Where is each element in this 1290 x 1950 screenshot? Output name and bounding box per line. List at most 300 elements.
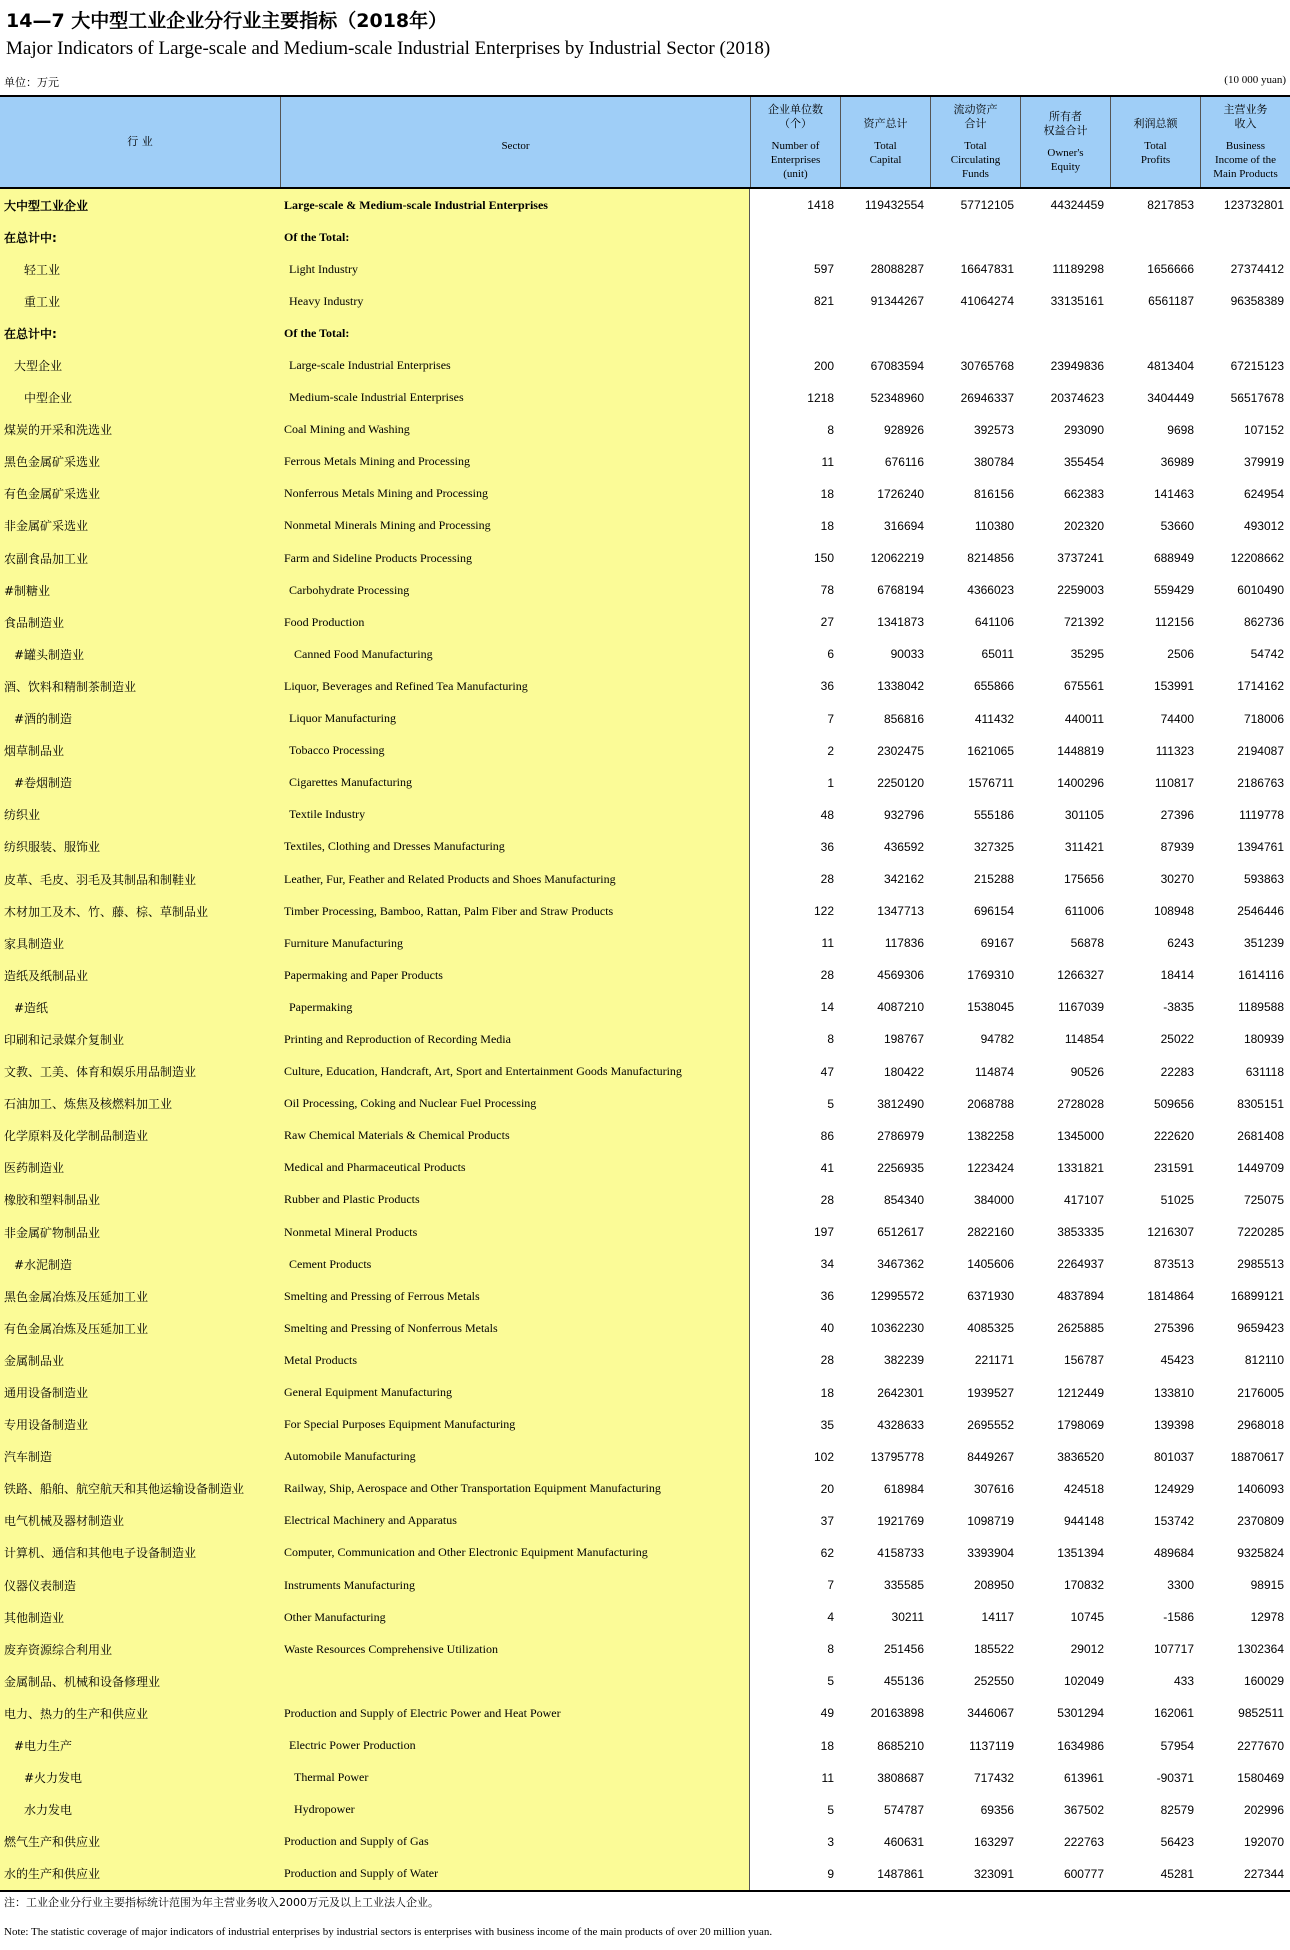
value-cell: 1218 [807,390,834,405]
value-cell: 150 [813,551,834,566]
sector-name-en: Ferrous Metals Mining and Processing [280,446,750,478]
table-row [0,638,1290,670]
sector-name-cn: 大型企业 [0,349,280,381]
value-cell: 688949 [1153,551,1194,566]
value-cell: 4569306 [877,968,924,983]
table-row [0,478,1290,510]
value-cell: 5 [827,1096,834,1111]
sector-name-en [280,1665,750,1697]
sector-name-cn: 纺织服装、服饰业 [0,831,280,863]
value-cell: 725075 [1243,1192,1284,1207]
table-row [0,1152,1290,1184]
sector-name-en: Production and Supply of Gas [280,1826,750,1858]
table-row [0,1216,1290,1248]
value-cell: 928926 [883,422,924,437]
value-cell: 22283 [1160,1064,1194,1079]
value-cell: 36989 [1160,454,1194,469]
value-cell: 1331821 [1057,1160,1104,1175]
value-cell: 600777 [1063,1866,1104,1881]
value-cell: 1216307 [1147,1225,1194,1240]
value-cell: 460631 [883,1834,924,1849]
value-cell: 2695552 [967,1417,1014,1432]
value-cell: 36 [820,679,834,694]
value-cell: 6768194 [877,583,924,598]
table-row [0,767,1290,799]
sector-name-en: Large-scale & Medium-scale Industrial Enterprises [280,189,750,221]
value-cell: 6 [827,647,834,662]
table-body [0,189,1290,1892]
value-cell: 69356 [980,1802,1014,1817]
value-cell: 25022 [1160,1032,1194,1047]
table-row [0,1601,1290,1633]
value-cell: 574787 [883,1802,924,1817]
value-cell: 202996 [1243,1802,1284,1817]
value-cell: 8305151 [1237,1096,1284,1111]
value-cell: 202320 [1063,518,1104,533]
table-row [0,703,1290,735]
column-header-cn: 所有者 权益合计 [1043,110,1088,137]
value-cell: 6371930 [967,1289,1014,1304]
table-row [0,189,1290,221]
value-cell: 4328633 [877,1417,924,1432]
value-cell: 6512617 [877,1225,924,1240]
sector-name-en: Electric Power Production [280,1730,750,1762]
sector-name-en: Nonmetal Mineral Products [280,1216,750,1248]
sector-name-en: For Special Purposes Equipment Manufacturing [280,1409,750,1441]
value-cell: 252550 [973,1674,1014,1689]
value-cell: 873513 [1153,1257,1194,1272]
value-cell: 231591 [1153,1160,1194,1175]
value-cell: 1406093 [1237,1481,1284,1496]
value-cell: 56423 [1160,1834,1194,1849]
value-cell: 1212449 [1057,1385,1104,1400]
table-bottom-rule [0,1890,1290,1892]
value-cell: 3853335 [1057,1225,1104,1240]
value-cell: 36 [820,1289,834,1304]
value-cell: 2277670 [1237,1738,1284,1753]
table-row [0,317,1290,349]
table-row [0,1409,1290,1441]
value-cell: 624954 [1243,486,1284,501]
sector-name-en: Smelting and Pressing of Ferrous Metals [280,1280,750,1312]
value-cell: 36 [820,839,834,854]
value-cell: 197 [813,1225,834,1240]
sector-name-cn: #卷烟制造 [0,767,280,799]
value-cell: 1266327 [1057,968,1104,983]
table-row [0,1730,1290,1762]
value-cell: 222620 [1153,1128,1194,1143]
value-cell: 4366023 [967,583,1014,598]
value-cell: 62 [820,1545,834,1560]
table-row [0,927,1290,959]
value-cell: 57712105 [960,198,1014,213]
value-cell: 108948 [1153,904,1194,919]
value-cell: 8 [827,422,834,437]
column-header [750,97,840,187]
sector-name-en: Carbohydrate Processing [280,574,750,606]
table-row [0,1184,1290,1216]
value-cell: 20 [820,1481,834,1496]
value-cell: 8 [827,1642,834,1657]
value-cell: 379919 [1243,454,1284,469]
sector-name-cn: 在总计中: [0,221,280,253]
value-cell: 51025 [1160,1192,1194,1207]
value-cell: 9659423 [1237,1321,1284,1336]
footnote-cn: 注：工业企业分行业主要指标统计范围为年主营业务收入2000万元及以上工业法人企业。 [4,1896,439,1909]
value-cell: 20163898 [870,1706,924,1721]
sector-name-cn: 造纸及纸制品业 [0,959,280,991]
value-cell: 124929 [1153,1481,1194,1496]
sector-name-cn: 文教、工美、体育和娱乐用品制造业 [0,1056,280,1088]
value-cell: 854340 [883,1192,924,1207]
value-cell: 641106 [974,615,1014,630]
value-cell: 1405606 [967,1257,1014,1272]
sector-name-cn: 专用设备制造业 [0,1409,280,1441]
value-cell: 316694 [883,518,924,533]
sector-name-cn: 大中型工业企业 [0,189,280,221]
value-cell: 311421 [1064,839,1104,854]
sector-name-en: Tobacco Processing [280,735,750,767]
value-cell: 717432 [973,1770,1014,1785]
value-cell: 631118 [1245,1064,1284,1079]
value-cell: 123732801 [1223,198,1284,213]
value-cell: 1302364 [1237,1642,1284,1657]
sector-name-en: Of the Total: [280,221,750,253]
column-header [1020,97,1110,187]
value-cell: 821 [813,294,834,309]
value-cell: 12062219 [870,551,924,566]
value-cell: 424518 [1063,1481,1104,1496]
value-cell: 215288 [973,872,1014,887]
value-cell: 9698 [1167,422,1194,437]
value-cell: 30211 [891,1610,924,1625]
value-cell: 293090 [1063,422,1104,437]
value-cell: 6243 [1167,936,1194,951]
value-cell: 1394761 [1237,839,1284,854]
value-cell: 69167 [980,936,1014,951]
value-cell: 28 [820,872,834,887]
sector-name-cn: 煤炭的开采和洗选业 [0,414,280,446]
value-cell: 2625885 [1057,1321,1104,1336]
page-title-en: Major Indicators of Large-scale and Medium-scale Industrial Enterprises by Industrial Sector (2018) [6,38,771,59]
value-cell: -90371 [1156,1770,1194,1785]
table-row [0,1441,1290,1473]
value-cell: 1098719 [967,1513,1014,1528]
column-header-cn: 利润总额 [1133,117,1178,130]
sector-name-en: Medical and Pharmaceutical Products [280,1152,750,1184]
sector-name-en: Leather, Fur, Feather and Related Products and Shoes Manufacturing [280,863,750,895]
value-cell: 8 [827,1032,834,1047]
column-header-en: Business Income of the Main Products [1213,140,1278,180]
value-cell: 2728028 [1057,1096,1104,1111]
sector-name-en: Smelting and Pressing of Nonferrous Metals [280,1312,750,1344]
column-header-en: Number of Enterprises (unit) [770,140,821,180]
value-cell: 2681408 [1237,1128,1284,1143]
value-cell: 1726240 [877,486,924,501]
value-cell: 110817 [1154,775,1194,790]
value-cell: 52348960 [870,390,924,405]
sector-name-en: Computer, Communication and Other Electronic Equipment Manufacturing [280,1537,750,1569]
value-cell: 7220285 [1237,1225,1284,1240]
sector-name-en: Rubber and Plastic Products [280,1184,750,1216]
value-cell: 49 [820,1706,834,1721]
value-cell: 2 [827,743,834,758]
value-cell: 4085325 [967,1321,1014,1336]
value-cell: 16647831 [960,262,1014,277]
sector-name-en: Medium-scale Industrial Enterprises [280,382,750,414]
sector-name-en: Hydropower [280,1794,750,1826]
column-header [280,97,750,187]
value-cell: 163297 [973,1834,1014,1849]
value-cell: 180422 [883,1064,924,1079]
sector-name-en: Canned Food Manufacturing [280,638,750,670]
table-row [0,1376,1290,1408]
table-row [0,1088,1290,1120]
value-cell: 28 [820,1192,834,1207]
table-row [0,1665,1290,1697]
value-cell: 455136 [883,1674,924,1689]
value-cell: 1189588 [1238,1000,1284,1015]
value-cell: 54742 [1250,647,1284,662]
value-cell: 1769310 [967,968,1014,983]
value-cell: 675561 [1063,679,1104,694]
page-title-cn: 14—7 大中型工业企业分行业主要指标（2018年） [6,10,448,32]
value-cell: 16899121 [1230,1289,1284,1304]
value-cell: 180939 [1243,1032,1284,1047]
value-cell: 1418 [807,198,834,213]
sector-name-cn: 农副食品加工业 [0,542,280,574]
value-cell: 3446067 [967,1706,1014,1721]
table-row [0,253,1290,285]
table-row [0,1120,1290,1152]
value-cell: 611006 [1064,904,1104,919]
value-cell: 1714162 [1237,679,1284,694]
sector-name-cn: 非金属矿物制品业 [0,1216,280,1248]
sector-name-cn: 其他制造业 [0,1601,280,1633]
value-cell: 2256935 [877,1160,924,1175]
value-cell: 35 [820,1417,834,1432]
value-cell: 7 [827,711,834,726]
table-row [0,1794,1290,1826]
value-cell: 29012 [1070,1642,1104,1657]
value-cell: 11 [821,1770,834,1785]
value-cell: 613961 [1063,1770,1104,1785]
value-cell: 8217853 [1147,198,1194,213]
table-row [0,1826,1290,1858]
sector-name-en: Liquor Manufacturing [280,703,750,735]
sector-name-en: Production and Supply of Electric Power and Heat Power [280,1697,750,1729]
value-cell: 2259003 [1057,583,1104,598]
column-header-en: Total Circulating Funds [950,140,1001,180]
column-header [0,97,280,187]
sector-name-cn: 非金属矿采选业 [0,510,280,542]
value-cell: 2822160 [967,1225,1014,1240]
value-cell: 53660 [1160,518,1194,533]
sector-name-cn: 水的生产和供应业 [0,1858,280,1890]
value-cell: 114874 [974,1064,1014,1079]
table-row [0,349,1290,381]
value-cell: 133810 [1153,1385,1194,1400]
value-cell: 153991 [1153,679,1194,694]
sector-name-cn: #酒的制造 [0,703,280,735]
sector-name-cn: 计算机、通信和其他电子设备制造业 [0,1537,280,1569]
sector-name-cn: 金属制品、机械和设备修理业 [0,1665,280,1697]
value-cell: 67083594 [870,358,924,373]
sector-name-cn: #电力生产 [0,1730,280,1762]
column-header-cn: 主营业务 收入 [1223,103,1268,130]
value-cell: 676116 [884,454,924,469]
value-cell: 4087210 [877,1000,924,1015]
value-cell: 251456 [883,1642,924,1657]
sector-name-en: Cigarettes Manufacturing [280,767,750,799]
table-row [0,1858,1290,1890]
value-cell: 86 [820,1128,834,1143]
value-cell: 65011 [981,647,1014,662]
table-row [0,574,1290,606]
value-cell: 3 [827,1834,834,1849]
value-cell: 78 [820,583,834,598]
sector-name-cn: #制糖业 [0,574,280,606]
value-cell: 1400296 [1057,775,1104,790]
value-cell: 509656 [1153,1096,1194,1111]
sector-name-en: Nonferrous Metals Mining and Processing [280,478,750,510]
value-cell: 2985513 [1237,1257,1284,1272]
value-cell: 18 [820,486,834,501]
value-cell: 1 [827,775,834,790]
table-row [0,414,1290,446]
value-cell: 862736 [1243,615,1284,630]
value-cell: 1580469 [1237,1770,1284,1785]
sector-name-cn: 水力发电 [0,1794,280,1826]
value-cell: -3835 [1163,1000,1194,1015]
value-cell: 33135161 [1050,294,1104,309]
value-cell: 327325 [973,839,1014,854]
value-cell: 559429 [1153,583,1194,598]
value-cell: 932796 [883,807,924,822]
value-cell: 153742 [1153,1513,1194,1528]
table-row [0,735,1290,767]
column-header-cn: 企业单位数 （个） [768,103,823,130]
value-cell: 13795778 [870,1449,924,1464]
sector-name-cn: 纺织业 [0,799,280,831]
table-row [0,1473,1290,1505]
value-cell: 301105 [1064,807,1104,822]
sector-name-en: Large-scale Industrial Enterprises [280,349,750,381]
sector-name-cn: 通用设备制造业 [0,1376,280,1408]
value-cell: 411432 [974,711,1014,726]
value-cell: 351239 [1243,936,1284,951]
value-cell: 6561187 [1148,294,1194,309]
value-cell: 5 [827,1674,834,1689]
sector-name-cn: 石油加工、炼焦及核燃料加工业 [0,1088,280,1120]
value-cell: 2786979 [877,1128,924,1143]
value-cell: 9 [827,1866,834,1881]
sector-name-en: Timber Processing, Bamboo, Rattan, Palm Fiber and Straw Products [280,895,750,927]
sector-name-en: Light Industry [280,253,750,285]
sector-name-cn: 铁路、船舶、航空航天和其他运输设备制造业 [0,1473,280,1505]
sector-name-cn: 黑色金属矿采选业 [0,446,280,478]
value-cell: 122 [813,904,834,919]
value-cell: 2264937 [1057,1257,1104,1272]
sector-name-cn: #水泥制造 [0,1248,280,1280]
value-cell: 1167039 [1058,1000,1104,1015]
column-header-cn: 行 业 [127,135,153,148]
value-cell: 655866 [973,679,1014,694]
sector-name-cn: 黑色金属冶炼及压延加工业 [0,1280,280,1312]
table-row [0,1023,1290,1055]
value-cell: 2068788 [967,1096,1014,1111]
value-cell: 10362230 [870,1321,924,1336]
sector-name-en: Farm and Sideline Products Processing [280,542,750,574]
value-cell: 30270 [1160,872,1194,887]
sector-name-cn: #火力发电 [0,1762,280,1794]
value-cell: 11 [821,936,834,951]
table-row [0,1697,1290,1729]
value-cell: -1586 [1163,1610,1194,1625]
value-cell: 12978 [1250,1610,1284,1625]
table-row [0,1537,1290,1569]
value-cell: 114854 [1064,1032,1104,1047]
value-cell: 11189298 [1052,262,1104,277]
column-header [1200,97,1290,187]
value-cell: 45423 [1160,1353,1194,1368]
value-cell: 1798069 [1057,1417,1104,1432]
sector-name-en: Furniture Manufacturing [280,927,750,959]
sector-name-cn: 在总计中: [0,317,280,349]
value-cell: 1448819 [1057,743,1104,758]
value-cell: 102 [813,1449,834,1464]
sector-name-cn: 食品制造业 [0,606,280,638]
value-cell: 47 [820,1064,834,1079]
value-cell: 112156 [1154,615,1194,630]
table-row [0,831,1290,863]
value-cell: 618984 [883,1481,924,1496]
value-cell: 3812490 [877,1096,924,1111]
value-cell: 275396 [1153,1321,1194,1336]
value-cell: 30765768 [960,358,1014,373]
column-header-cn: 资产总计 [863,117,908,130]
value-cell: 208950 [973,1578,1014,1593]
value-cell: 119432554 [864,198,924,213]
value-cell: 2194087 [1237,743,1284,758]
value-cell: 162061 [1153,1706,1194,1721]
sector-name-en: Automobile Manufacturing [280,1441,750,1473]
column-header [1110,97,1200,187]
value-cell: 4158733 [877,1545,924,1560]
value-cell: 3467362 [877,1257,924,1272]
value-cell: 335585 [883,1578,924,1593]
sector-name-cn: #罐头制造业 [0,638,280,670]
sector-name-cn: 有色金属矿采选业 [0,478,280,510]
sector-name-en: Cement Products [280,1248,750,1280]
sector-name-cn: 印刷和记录媒介复制业 [0,1023,280,1055]
value-cell: 222763 [1063,1834,1104,1849]
value-cell: 816156 [973,486,1014,501]
value-cell: 2642301 [877,1385,924,1400]
value-cell: 200 [813,358,834,373]
value-cell: 1814864 [1147,1289,1194,1304]
value-cell: 117836 [884,936,924,951]
value-cell: 2186763 [1237,775,1284,790]
value-cell: 3836520 [1057,1449,1104,1464]
value-cell: 41 [820,1160,834,1175]
value-cell: 2506 [1167,647,1194,662]
sector-name-en: Printing and Reproduction of Recording Media [280,1023,750,1055]
value-cell: 1621065 [967,743,1014,758]
column-header-en: Total Profits [1140,140,1171,166]
value-cell: 57954 [1160,1738,1194,1753]
value-cell: 307616 [973,1481,1014,1496]
